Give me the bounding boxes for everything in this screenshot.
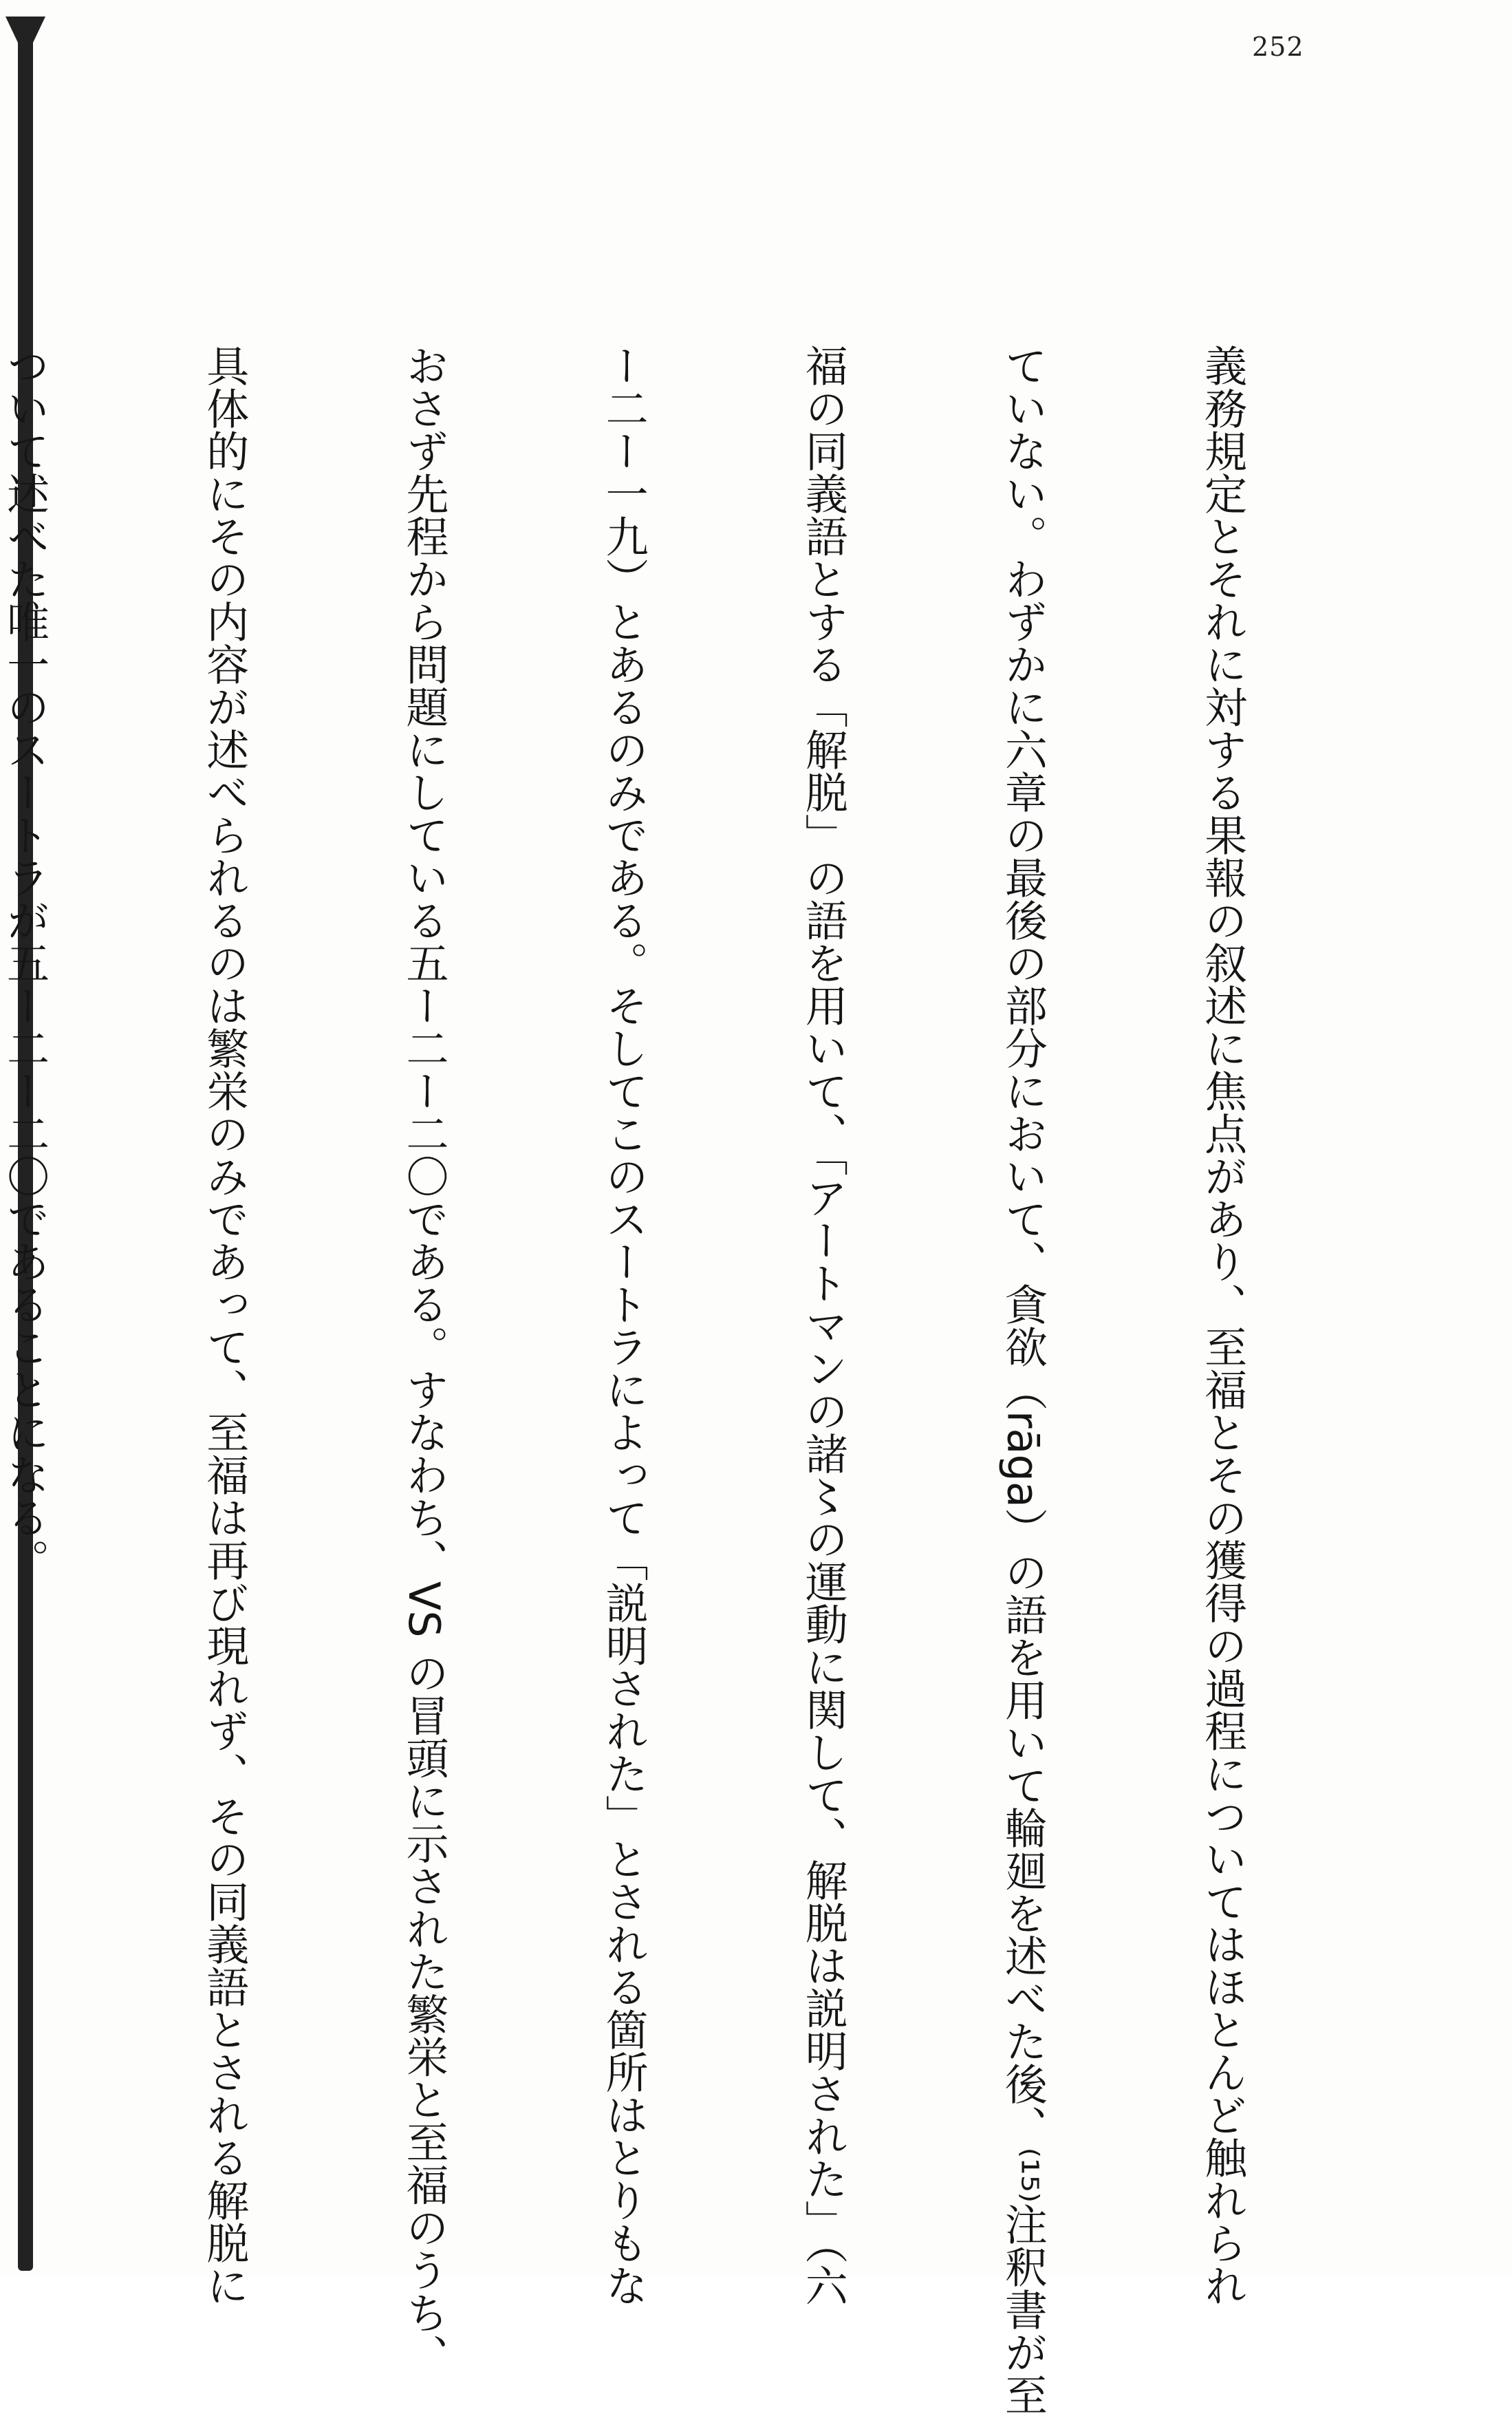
text-line: 義務規定とそれに対する果報の叙述に焦点があり、至福とその獲得の過程についてはほとんど触れられ [1197,344,1248,2307]
text-line: ていない。わずかに六章の最後の部分において、貪欲（rāga）の語を用いて輪廻を述べた後、⁽¹⁵⁾注釈書が至 [997,344,1048,2416]
text-line: 具体的にその内容が述べられるのは繁栄のみであって、至福は再び現れず、その同義語とされる解脱に [199,344,250,2307]
text-line: おさず先程から問題にしている五ー二ー二〇である。すなわち、VS の冒頭に示された繁栄と至福のうち、 [398,344,449,2377]
text-line: ついて述べた唯一のスートラが五ー二ー二〇であることになる。 [0,344,50,1581]
vertical-body-text [0,344,1388,2416]
binding-edge-cap [6,17,45,47]
page-number: 252 [1252,32,1304,62]
text-line: ー二ー一九）とあるのみである。そしてこのスートラによって「説明された」とされる箇所はとりもな [598,344,649,2307]
text-line: 福の同義語とする「解脱」の語を用いて、「アートマンの諸〻の運動に関して、解脱は説明された」（六 [798,344,849,2307]
